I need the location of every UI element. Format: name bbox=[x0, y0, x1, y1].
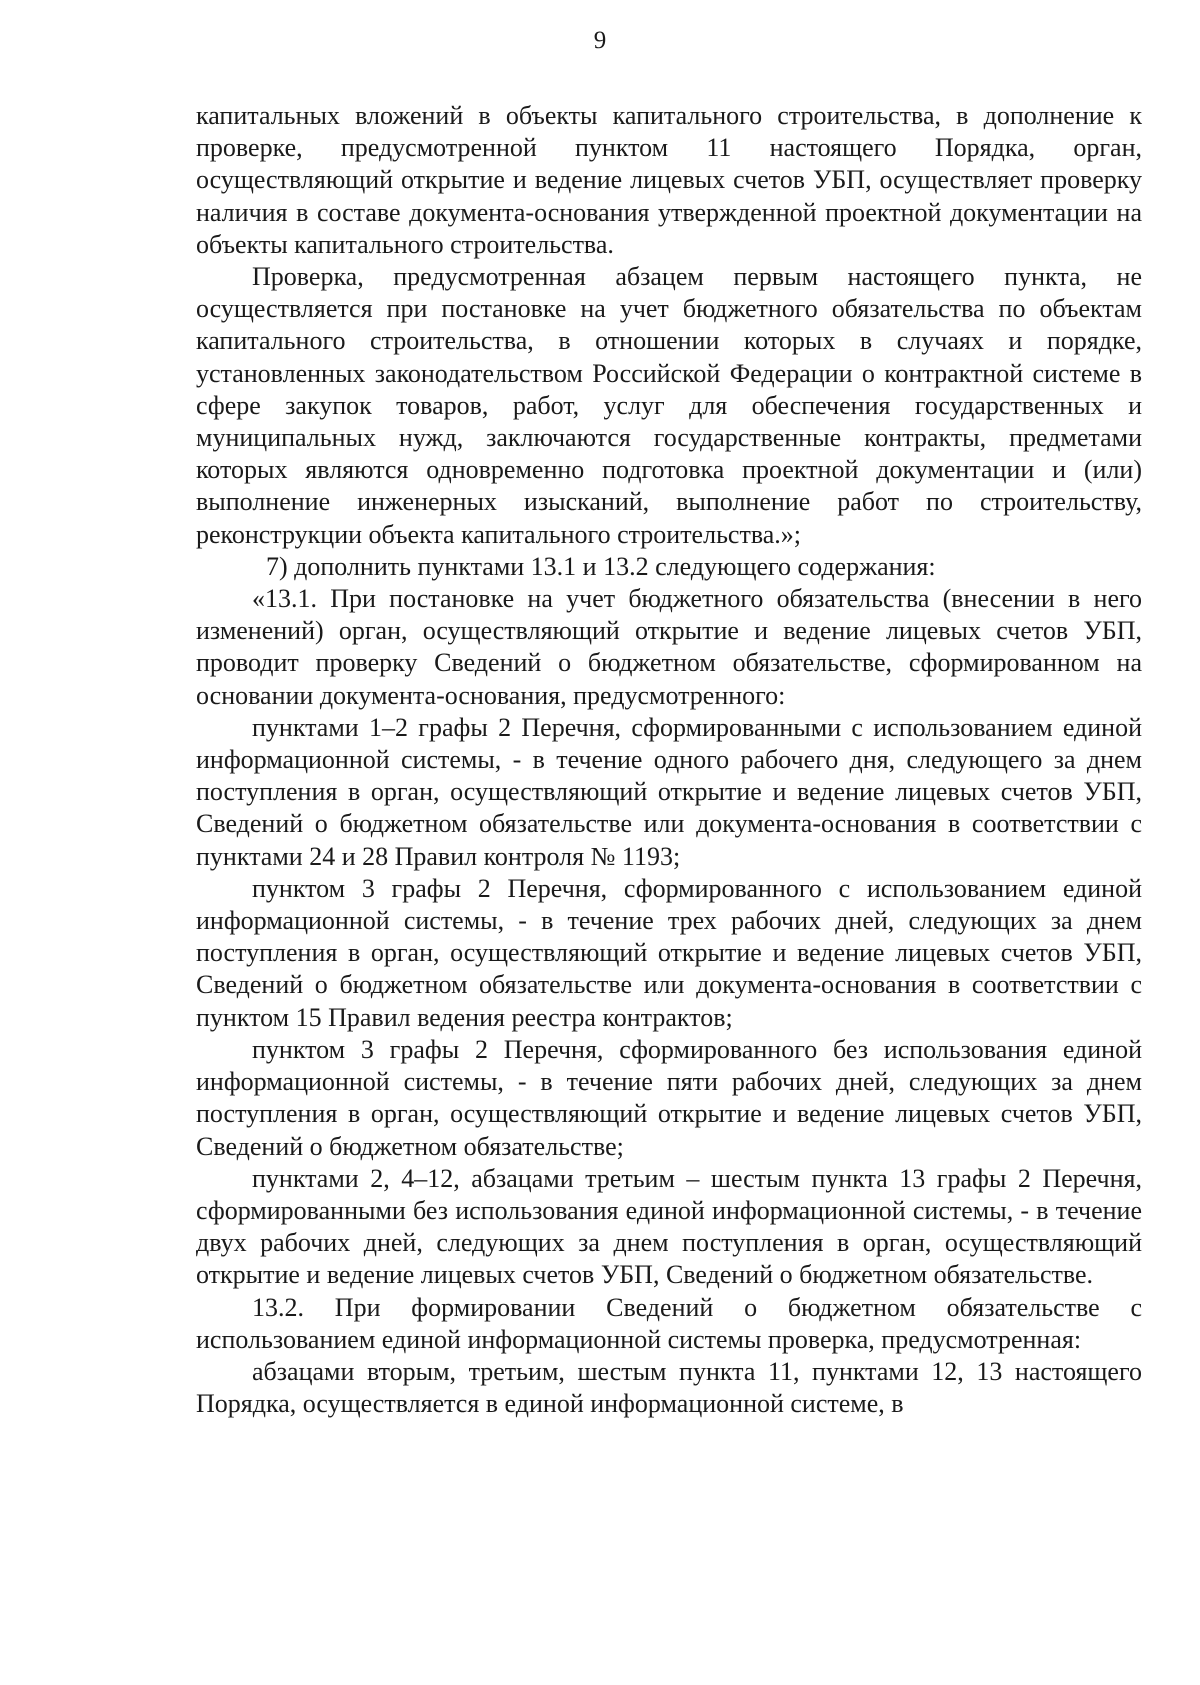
paragraph-list-item-3: пунктом 3 графы 2 Перечня, сформированного без использования единой информационной системы, - в течение пяти рабочих дней, следующих за днем поступления в орган, осуществляющий открытие и ведение лицевых счетов УБП, Сведений о бюджетном обязательстве; bbox=[196, 1034, 1142, 1161]
paragraph-13-2: 13.2. При формировании Сведений о бюджетном обязательстве с использованием единой информационной системы проверка, предусмотренная: bbox=[196, 1292, 1142, 1354]
paragraph-list-item-4: пунктами 2, 4–12, абзацами третьим – шестым пункта 13 графы 2 Перечня, сформированными без использования единой информационной системы, - в течение двух рабочих дней, следующих за днем поступления в орган, осуществляющий открытие и ведение лицевых счетов УБП, Сведений о бюджетном обязательстве. bbox=[196, 1163, 1142, 1290]
document-body bbox=[196, 100, 1142, 1420]
paragraph-list-item-2: пунктом 3 графы 2 Перечня, сформированного с использованием единой информационной системы, - в течение трех рабочих дней, следующих за днем поступления в орган, осуществляющий открытие и ведение лицевых счетов УБП, Сведений о бюджетном обязательстве или документа-основания в соответствии с пунктом 15 Правил ведения реестра контрактов; bbox=[196, 873, 1142, 1032]
paragraph-13-1: «13.1. При постановке на учет бюджетного обязательства (внесении в него изменений) орган, осуществляющий открытие и ведение лицевых счетов УБП, проводит проверку Сведений о бюджетном обязательстве, сформированном на основании документа-основания, предусмотренного: bbox=[196, 584, 1142, 710]
page-number: 9 bbox=[593, 27, 607, 54]
paragraph-list-item-1: пунктами 1–2 графы 2 Перечня, сформированными с использованием единой информационной системы, - в течение одного рабочего дня, следующего за днем поступления в орган, осуществляющий открытие и ведение лицевых счетов УБП, Сведений о бюджетном обязательстве или документа-основания в соответствии с пунктами 24 и 28 Правил контроля № 1193; bbox=[196, 712, 1142, 871]
paragraph-amendment-7: 7) дополнить пунктами 13.1 и 13.2 следующего содержания: bbox=[266, 551, 936, 581]
paragraph-13-2-item-1: абзацами вторым, третьим, шестым пункта 11, пунктами 12, 13 настоящего Порядка, осуществляется в единой информационной системе, в bbox=[196, 1356, 1142, 1419]
paragraph-continuation: капитальных вложений в объекты капитального строительства, в дополнение к проверке, предусмотренной пунктом 11 настоящего Порядка, орган, осуществляющий открытие и ведение лицевых счетов УБП, осуществляет проверку наличия в составе документа-основания утвержденной проектной документации на объекты капитального строительства. bbox=[196, 101, 1142, 259]
paragraph-check-exception: Проверка, предусмотренная абзацем первым настоящего пункта, не осуществляется при постановке на учет бюджетного обязательства по объектам капитального строительства, в отношении которых в случаях и порядке, установленных законодательством Российской Федерации о контрактной системе в сфере закупок товаров, работ, услуг для обеспечения государственных и муниципальных нужд, заключаются государственные контракты, предметами которых являются одновременно подготовка проектной документации и (или) выполнение инженерных изысканий, выполнение работ по строительству, реконструкции объекта капитального строительства.»; bbox=[196, 262, 1142, 549]
